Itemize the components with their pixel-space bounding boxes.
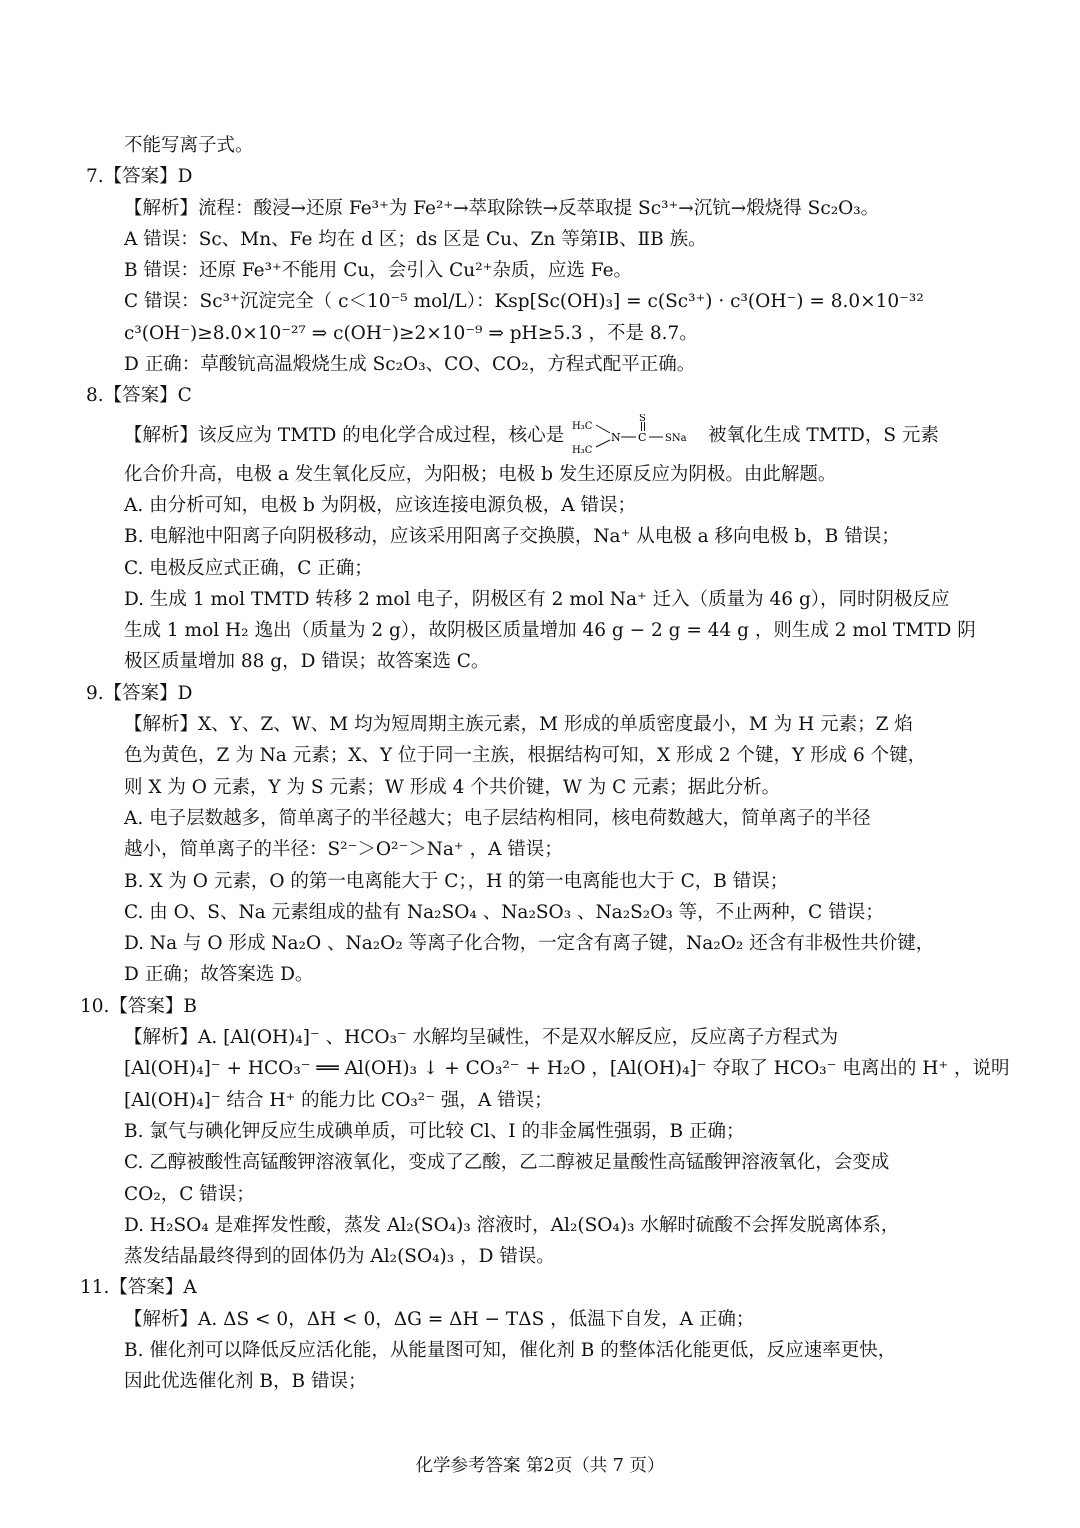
bond-ch3-n-top: [596, 425, 610, 433]
text-line: c³(OH⁻)≥8.0×10⁻²⁷ ⇒ c(OH⁻)≥2×10⁻⁹ ⇒ pH≥5.3 ，不是 8.7。: [124, 322, 698, 344]
text-line: 色为黄色，Z 为 Na 元素；X、Y 位于同一主族，根据结构可知，X 形成 2 个键，Y 形成 6 个键，: [124, 745, 927, 767]
text-line: B. X 为 O 元素，O 的第一电离能大于 C；，H 的第一电离能也大于 C，B 错误；: [124, 870, 789, 892]
text-line: B. 催化剂可以降低反应活化能，从能量图可知，催化剂 B 的整体活化能更低，反应速率更快，: [124, 1339, 897, 1361]
text-line: 生成 1 mol H₂ 逸出（质量为 2 g），故阴极区质量增加 46 g − 2 g = 44 g ，则生成 2 mol TMTD 阴: [124, 620, 976, 642]
sna-label: SNa: [665, 432, 687, 444]
text-line: B. 电解池中阳离子向阴极移动，应该采用阳离子交换膜，Na⁺ 从电极 a 移向电极 b，B 错误；: [124, 526, 900, 548]
text-line: 蒸发结晶最终得到的固体仍为 Al₂(SO₄)₃ ，D 错误。: [124, 1246, 555, 1268]
text-line: A 错误：Sc、Mn、Fe 均在 d 区；ds 区是 Cu、Zn 等第ⅠB、ⅡB 族。: [124, 228, 707, 250]
methyl-bottom-label: H₃C: [572, 444, 593, 456]
text-line: 11.【答案】A: [80, 1277, 197, 1299]
sodium-dimethyldithiocarbamate-structure: [572, 414, 700, 458]
text-line: B 错误：还原 Fe³⁺不能用 Cu，会引入 Cu²⁺杂质，应选 Fe。: [124, 260, 633, 282]
structure-diagram: [572, 414, 700, 458]
text-line: 【解析】A. ΔS < 0，ΔH < 0，ΔG = ΔH − TΔS ，低温下自发，A 正确；: [124, 1308, 755, 1330]
text-line: 8.【答案】C: [86, 385, 192, 407]
text-segment: 【解析】该反应为 TMTD 的电化学合成过程，核心是: [124, 424, 565, 446]
text-line: 因此优选催化剂 B，B 错误；: [124, 1371, 367, 1393]
page-footer: 化学参考答案 第2页（共 7 页）: [415, 1456, 665, 1476]
text-line: 【解析】A. [Al(OH)₄]⁻ 、HCO₃⁻ 水解均呈碱性，不是双水解反应，反应离子方程式为: [124, 1027, 839, 1049]
text-line: D. 生成 1 mol TMTD 转移 2 mol 电子，阴极区有 2 mol Na⁺ 迁入（质量为 46 g），同时阴极反应: [124, 588, 950, 610]
carbon-label: C: [638, 430, 647, 444]
text-line: D 正确；故答案选 D。: [124, 964, 314, 986]
text-line: 10.【答案】B: [80, 995, 198, 1017]
text-line: 【解析】X、Y、Z、W、M 均为短周期主族元素，M 形成的单质密度最小，M 为 H 元素；Z 焰: [124, 714, 913, 736]
text-line: 则 X 为 O 元素，Y 为 S 元素；W 形成 4 个共价键，W 为 C 元素；据此分析。: [124, 776, 781, 798]
text-line: 越小，简单离子的半径：S²⁻＞O²⁻＞Na⁺ ，A 错误；: [124, 839, 563, 861]
text-line: C. 电极反应式正确，C 正确；: [124, 557, 373, 579]
text-line: C 错误：Sc³⁺沉淀完全（ c＜10⁻⁵ mol/L）：Ksp[Sc(OH)₃] = c(Sc³⁺) · c³(OH⁻) = 8.0×10⁻³²: [124, 291, 924, 313]
text-line: 【解析】流程：酸浸→还原 Fe³⁺为 Fe²⁺→萃取除铁→反萃取提 Sc³⁺→沉钪→煅烧得 Sc₂O₃。: [124, 197, 880, 219]
text-line: 化合价升高，电极 a 发生氧化反应，为阳极；电极 b 发生还原反应为阴极。由此解题。: [124, 463, 837, 485]
sulfur-label: S: [639, 413, 646, 424]
text-line: D. H₂SO₄ 是难挥发性酸，蒸发 Al₂(SO₄)₃ 溶液时，Al₂(SO₄)₃ 水解时硫酸不会挥发脱离体系，: [124, 1214, 900, 1236]
text-line: C. 乙醇被酸性高锰酸钾溶液氧化，变成了乙酸，乙二醇被足量酸性高锰酸钾溶液氧化，会变成: [124, 1152, 890, 1174]
text-line: D. Na 与 O 形成 Na₂O 、Na₂O₂ 等离子化合物，一定含有离子键，Na₂O₂ 还含有非极性共价键，: [124, 933, 935, 955]
text-line: 7.【答案】D: [86, 166, 193, 188]
text-line: [0, 412, 1080, 459]
text-line: B. 氯气与碘化钾反应生成碘单质，可比较 Cl、I 的非金属性强弱，B 正确；: [124, 1120, 745, 1142]
text-line: D 正确：草酸钪高温煅烧生成 Sc₂O₃、CO、CO₂，方程式配平正确。: [124, 354, 696, 376]
text-line: 9.【答案】D: [86, 682, 193, 704]
text-line: CO₂，C 错误；: [124, 1183, 255, 1205]
text-line: C. 由 O、S、Na 元素组成的盐有 Na₂SO₄ 、Na₂SO₃ 、Na₂S₂O₃ 等，不止两种，C 错误；: [124, 901, 884, 923]
text-line: [Al(OH)₄]⁻ 结合 H⁺ 的能力比 CO₃²⁻ 强，A 错误；: [124, 1089, 553, 1111]
text-line: [Al(OH)₄]⁻ + HCO₃⁻ ══ Al(OH)₃ ↓ + CO₃²⁻ + H₂O ，[Al(OH)₄]⁻ 夺取了 HCO₃⁻ 电离出的 H⁺ ，说明: [124, 1058, 1010, 1080]
text-line: A. 电子层数越多，简单离子的半径越大；电子层结构相同，核电荷数越大，简单离子的半径: [124, 807, 871, 829]
text-line: 极区质量增加 88 g，D 错误；故答案选 C。: [124, 651, 490, 673]
text-line: A. 由分析可知，电极 b 为阴极，应该连接电源负极，A 错误；: [124, 494, 636, 516]
answer-content: [0, 130, 1080, 1398]
text-segment: 被氧化生成 TMTD，S 元素: [708, 424, 939, 446]
methyl-top-label: H₃C: [572, 420, 593, 432]
nitrogen-label: N: [611, 430, 621, 444]
text-line: 不能写离子式。: [124, 135, 254, 156]
bond-ch3-n-bottom: [596, 440, 610, 447]
